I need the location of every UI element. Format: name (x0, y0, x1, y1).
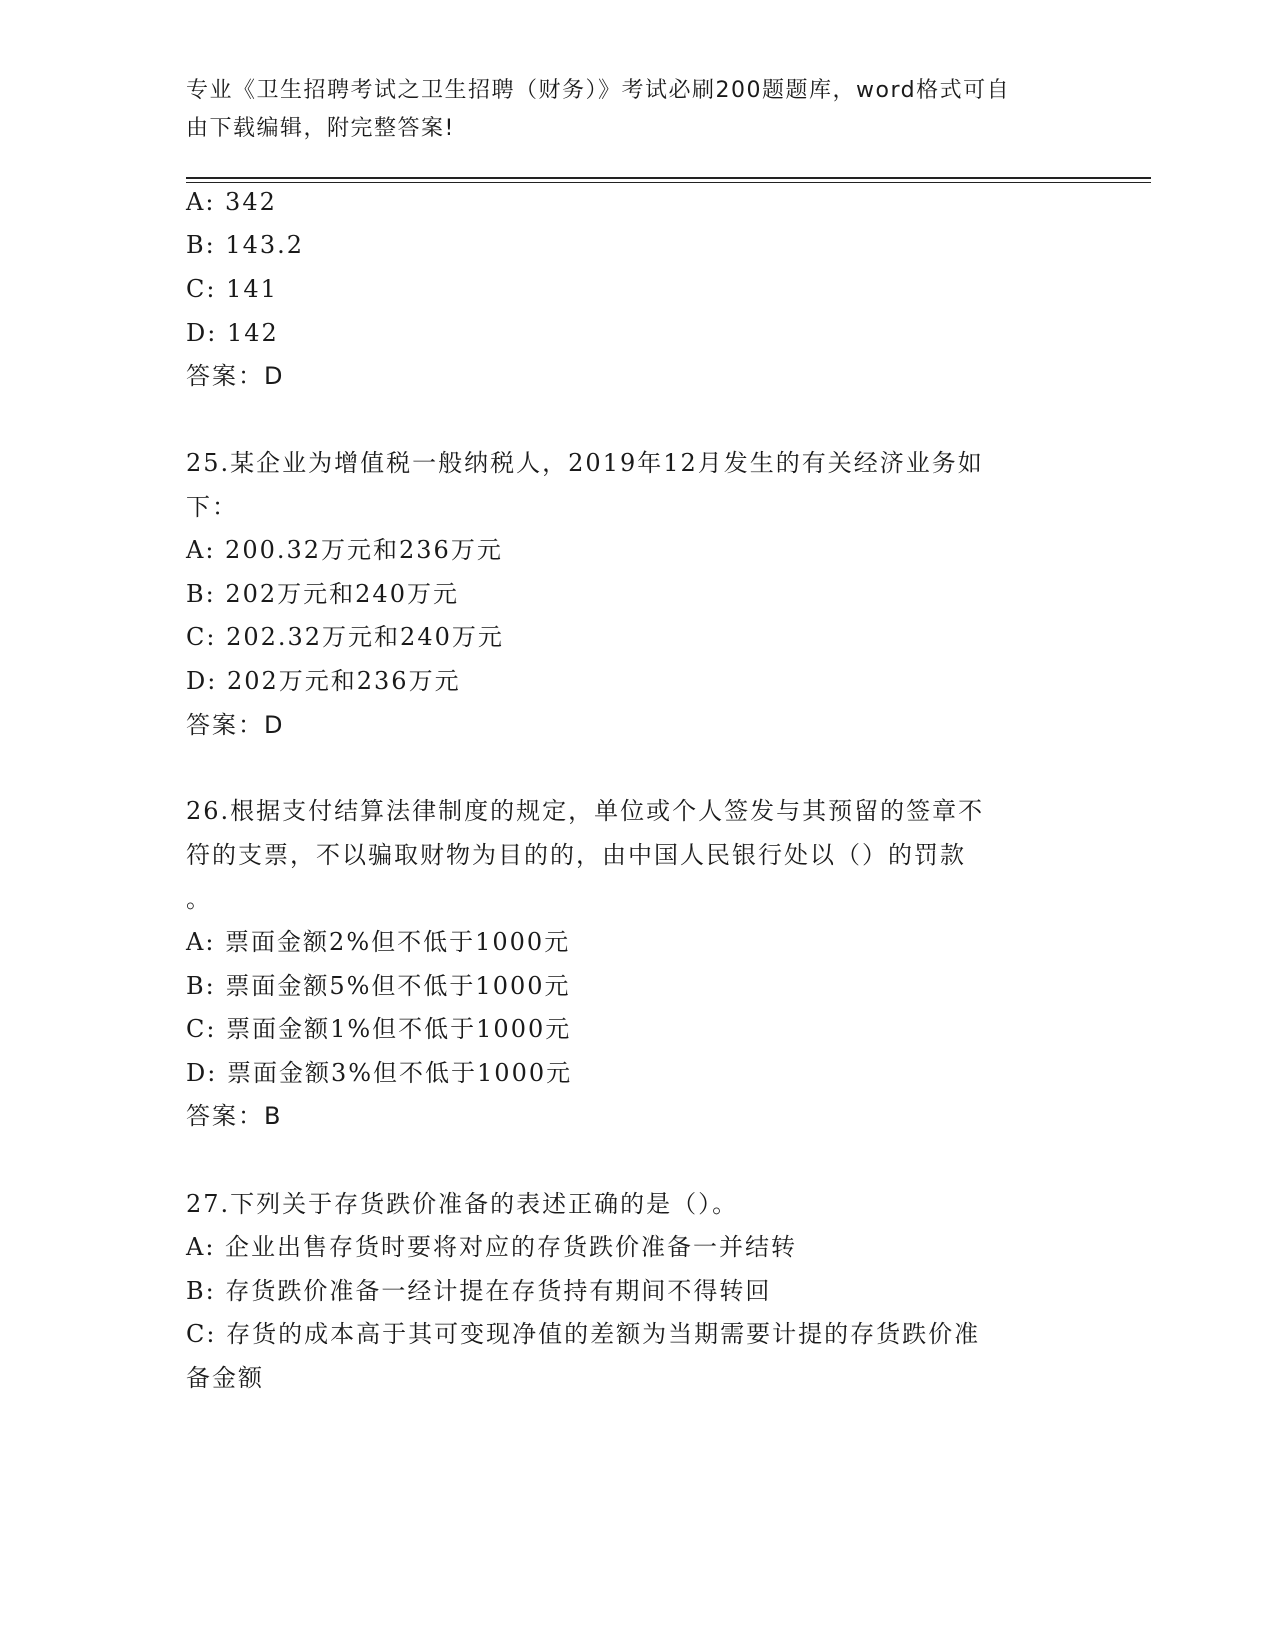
q25-stem-line-1: 25.某企业为增值税一般纳税人，2019年12月发生的有关经济业务如 (186, 449, 984, 477)
q26-stem-line-1: 26.根据支付结算法律制度的规定，单位或个人签发与其预留的签章不 (186, 797, 985, 825)
q26-option-c: C: 票面金额1%但不低于1000元 (186, 1015, 572, 1043)
header-line-1: 专业《卫生招聘考试之卫生招聘（财务）》考试必刷200题题库，word格式可自 (186, 78, 1011, 103)
q25-option-b: B: 202万元和240万元 (186, 580, 459, 608)
q25-stem-line-2: 下： (186, 493, 238, 521)
q25-option-a: A: 200.32万元和236万元 (186, 536, 503, 564)
q26-option-a: A: 票面金额2%但不低于1000元 (186, 928, 571, 956)
header-line-2: 由下载编辑，附完整答案! (186, 116, 455, 141)
q24-option-a: A: 342 (186, 188, 277, 216)
q25-answer: 答案：D (186, 711, 285, 739)
q27-option-b: B: 存货跌价准备一经计提在存货持有期间不得转回 (186, 1277, 772, 1305)
q27-option-a: A: 企业出售存货时要将对应的存货跌价准备一并结转 (186, 1233, 798, 1261)
q25-option-d: D: 202万元和236万元 (186, 667, 461, 695)
q24-option-d: D: 142 (186, 319, 279, 347)
q27-stem-line-1: 27.下列关于存货跌价准备的表述正确的是（）。 (186, 1190, 739, 1218)
q24-answer: 答案：D (186, 362, 285, 390)
q24-option-b: B: 143.2 (186, 231, 305, 259)
q25-option-c: C: 202.32万元和240万元 (186, 623, 504, 651)
q26-option-d: D: 票面金额3%但不低于1000元 (186, 1059, 573, 1087)
q26-answer: 答案：B (186, 1102, 283, 1130)
q26-stem-line-2: 符的支票，不以骗取财物为目的的，由中国人民银行处以（）的罚款 (186, 841, 966, 869)
q26-stem-line-3: 。 (186, 885, 212, 913)
q24-option-c: C: 141 (186, 275, 278, 303)
q26-option-b: B: 票面金额5%但不低于1000元 (186, 972, 571, 1000)
document-header (186, 72, 1066, 148)
header-divider (186, 177, 1151, 179)
header-divider-thin (186, 182, 1151, 183)
q27-option-c: C: 存货的成本高于其可变现净值的差额为当期需要计提的存货跌价准 (186, 1320, 981, 1348)
q27-option-c-continued: 备金额 (186, 1364, 264, 1392)
